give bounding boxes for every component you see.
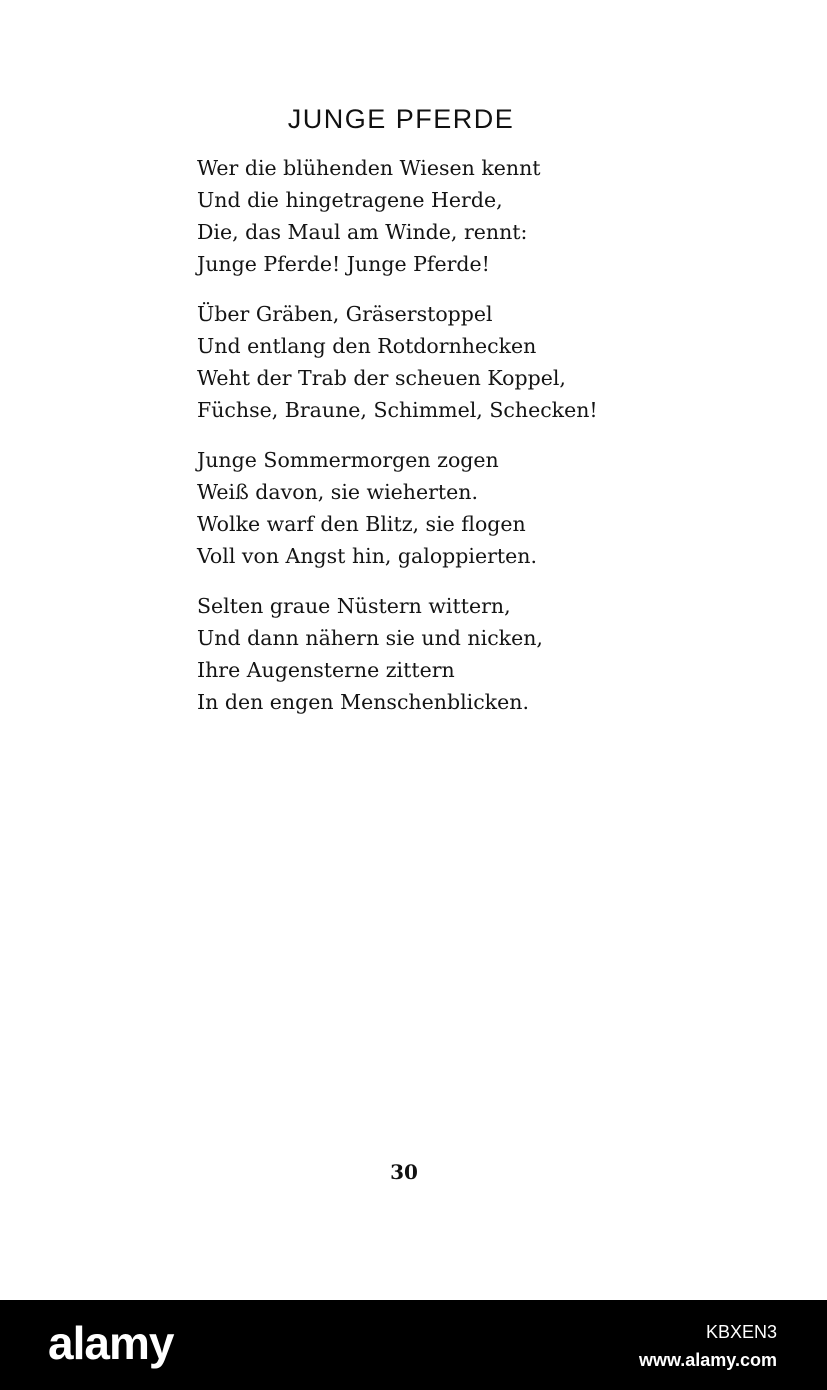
poem-line: Über Gräben, Gräserstoppel: [197, 302, 493, 326]
watermark-footer: [0, 1300, 827, 1390]
poem-line: In den engen Menschenblicken.: [197, 690, 529, 714]
poem-line: Und entlang den Rotdornhecken: [197, 334, 537, 358]
poem-body: [197, 152, 657, 736]
poem-line: Füchse, Braune, Schimmel, Schecken!: [197, 398, 598, 422]
poem-title: JUNGE PFERDE: [287, 104, 515, 134]
poem-line: Voll von Angst hin, galoppierten.: [197, 544, 538, 568]
poem-line: Wolke warf den Blitz, sie flogen: [197, 512, 526, 536]
stanza-2: [197, 298, 657, 426]
poem-line: Weht der Trab der scheuen Koppel,: [197, 366, 566, 390]
poem-line: Weiß davon, sie wieherten.: [197, 480, 478, 504]
page-number: 30: [390, 1160, 418, 1184]
poem-line: Wer die blühenden Wiesen kennt: [197, 156, 541, 180]
poem-line: Selten graue Nüstern wittern,: [197, 594, 511, 618]
poem-line: Und die hingetragene Herde,: [197, 188, 503, 212]
stanza-1: [197, 152, 657, 280]
poem-line: Junge Sommermorgen zogen: [197, 448, 499, 472]
brand-logo: alamy: [48, 1317, 174, 1369]
poem-line: Junge Pferde! Junge Pferde!: [197, 252, 490, 276]
site-url: www.alamy.com: [638, 1350, 777, 1370]
poem-line: Die, das Maul am Winde, rennt:: [197, 220, 528, 244]
stanza-4: [197, 590, 657, 718]
image-id: KBXEN3: [705, 1322, 777, 1342]
stanza-3: [197, 444, 657, 572]
poem-line: Ihre Augensterne zittern: [197, 658, 455, 682]
poem-line: Und dann nähern sie und nicken,: [197, 626, 543, 650]
